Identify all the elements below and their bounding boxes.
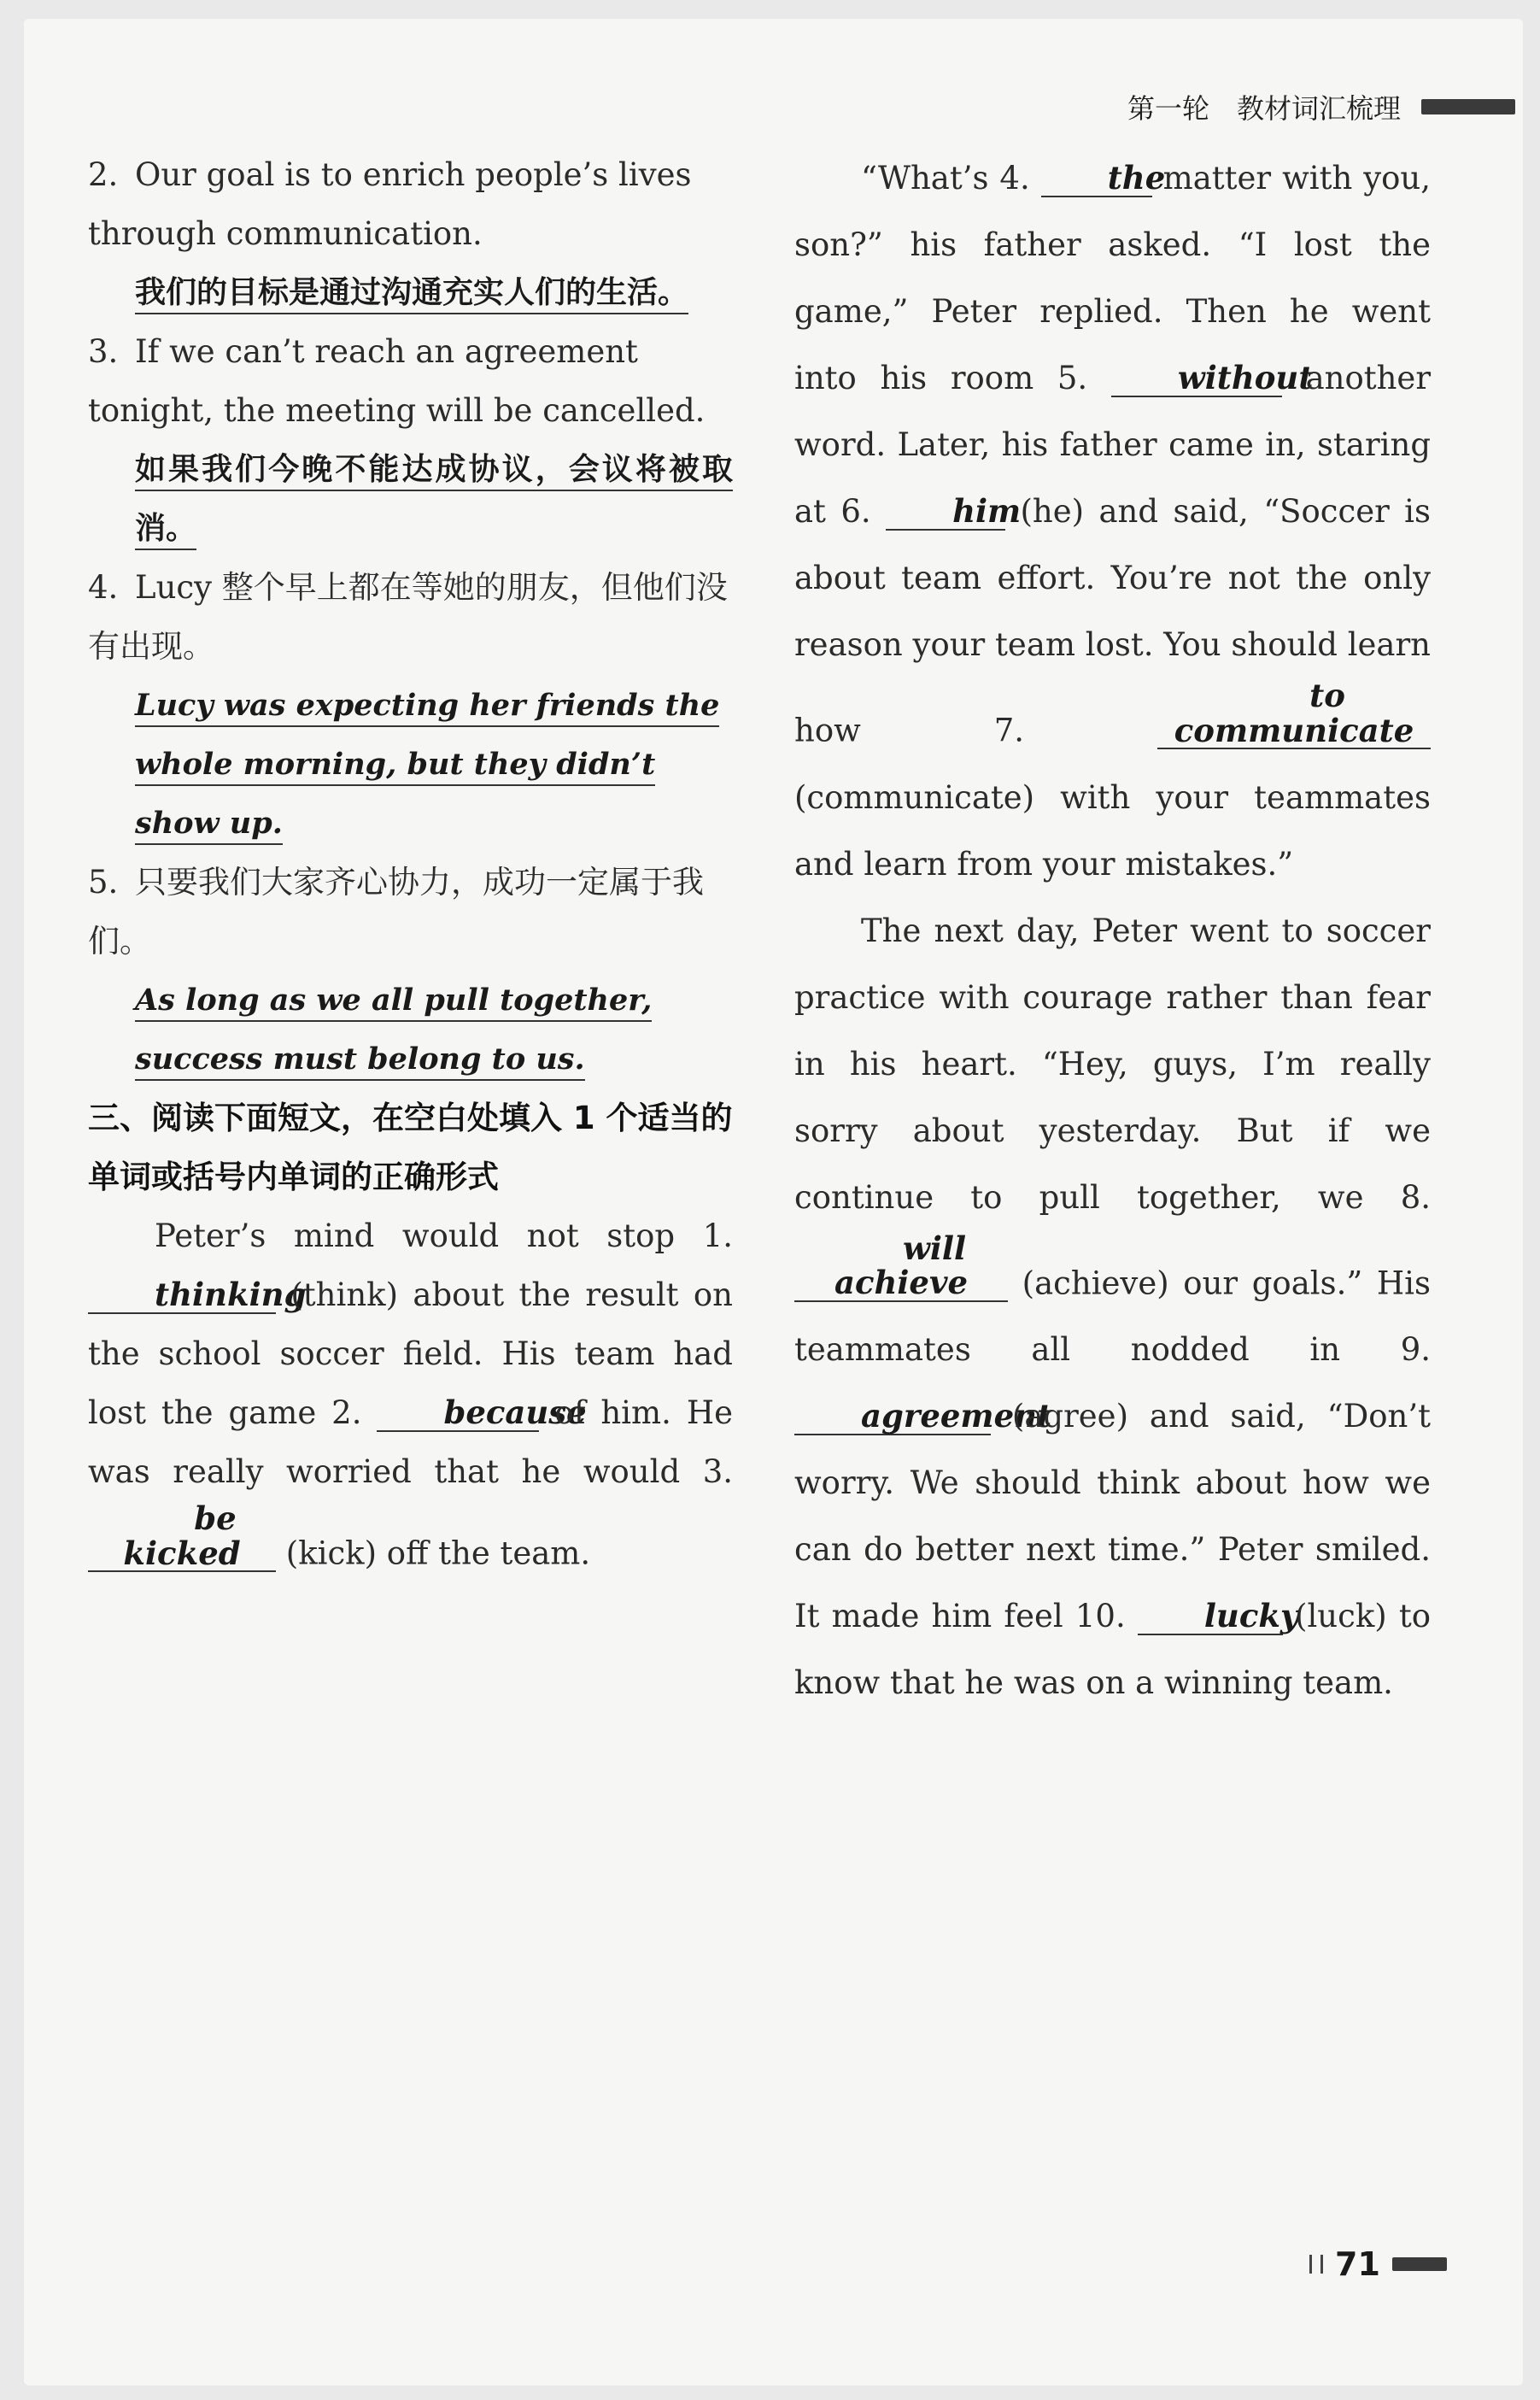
passage-paragraph-2: “What’s 4. the matter with you, son?” his father asked. “I lost the game,” Peter replied. Then he went into his room 5. without another word. Later, his father came in, staring at 6. him (he) and said, “Soccer is about team effort. You’re not the only reason your team lost. You should learn how 7. to communicate (communicate) with your teammates and learn from your mistakes.”: [794, 159, 1432, 883]
blank-5: without: [1111, 361, 1282, 397]
question-5: [88, 853, 733, 1089]
footer-bar: [1392, 2257, 1447, 2271]
blank-3: be kicked: [88, 1501, 276, 1572]
blank-8: will achieve: [794, 1231, 1008, 1302]
running-header: [1127, 87, 1515, 126]
answer-text: 我们的目标是通过沟通充实人们的生活。: [135, 275, 688, 314]
blank-4: the: [1041, 161, 1152, 197]
question-number: 3.: [88, 333, 119, 370]
header-title: 第一轮 教材词汇梳理: [1127, 92, 1402, 125]
question-text: 只要我们大家齐心协力，成功一定属于我们。: [88, 864, 704, 959]
question-text: Our goal is to enrich people’s lives through communication.: [88, 156, 692, 252]
blank-2: because: [377, 1395, 539, 1432]
question-2: [88, 145, 733, 322]
page-number-text: 71: [1335, 2245, 1380, 2283]
question-text: If we can’t reach an agreement tonight, the meeting will be cancelled.: [88, 333, 706, 429]
answer-text: 如果我们今晚不能达成协议，会议将被取消。: [135, 452, 733, 550]
page-number: [1309, 2245, 1447, 2283]
question-3: [88, 322, 733, 558]
question-number: 5.: [88, 864, 119, 901]
blank-6: him: [886, 494, 1005, 531]
question-number: 4.: [88, 569, 119, 606]
passage-paragraph-1: Peter’s mind would not stop 1. thinking (think) about the result on the school soccer field. His team had lost the game 2. because of him. He was really worried that he would 3. be kicked (kick) off the team.: [88, 1218, 734, 1572]
blank-1: thinking: [88, 1277, 276, 1314]
passage-paragraph-3: The next day, Peter went to soccer practice with courage rather than fear in his heart. “Hey, guys, I’m really sorry about yesterday. But if we continue to pull together, we 8. will achieve (achieve) our goals.” His teammates all nodded in 9. agreement (agree) and said, “Don’t worry. We should think about how we can do better next time.” Peter smiled. It made him feel 10. lucky (luck) to know that he was on a winning team.: [794, 912, 1431, 1702]
page-marks: [1309, 2255, 1323, 2274]
section-title: 三、阅读下面短文，在空白处填入 1 个适当的单词或括号内单词的正确形式: [88, 1100, 733, 1195]
left-column: [88, 145, 733, 1583]
answer-text: As long as we all pull together, success must belong to us.: [135, 983, 652, 1081]
answer-text: Lucy was expecting her friends the whole morning, but they didn’t show up.: [135, 688, 719, 845]
blank-7: to communicate: [1157, 678, 1431, 749]
question-text: Lucy 整个早上都在等她的朋友，但他们没有出现。: [88, 569, 728, 665]
blank-10: lucky: [1138, 1599, 1283, 1635]
right-column: [794, 145, 1431, 1716]
question-4: [88, 558, 733, 853]
blank-9: agreement: [794, 1399, 991, 1435]
header-bar: [1421, 99, 1515, 114]
question-number: 2.: [88, 156, 119, 193]
